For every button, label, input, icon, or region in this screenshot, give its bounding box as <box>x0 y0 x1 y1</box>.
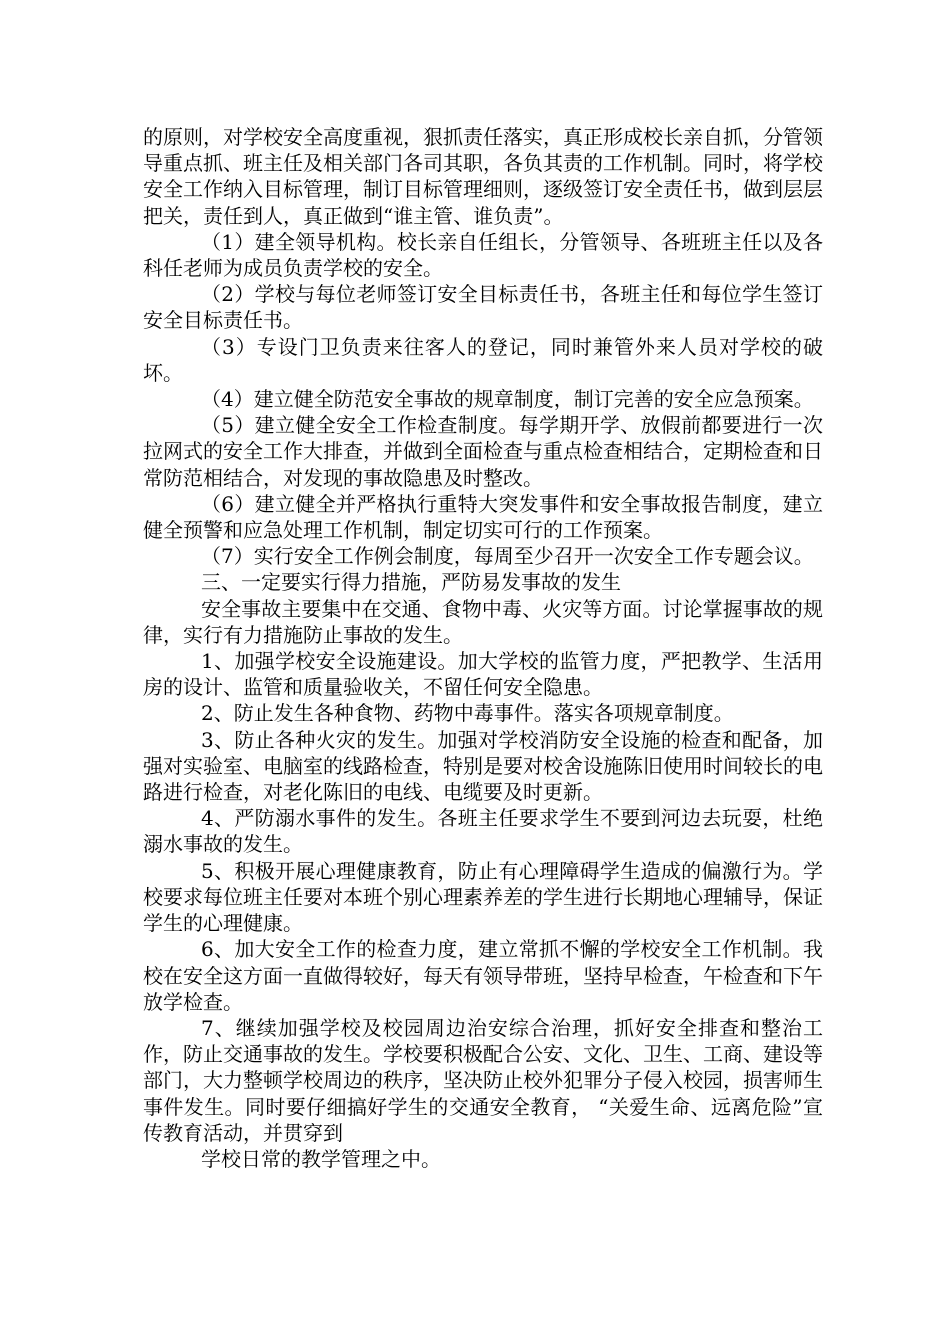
paragraph-section-intro: 安全事故主要集中在交通、食物中毒、火灾等方面。讨论掌握事故的规律，实行有力措施防止事故的发生。 <box>143 596 823 647</box>
paragraph-measure-7: 7、继续加强学校及校园周边治安综合治理，抓好安全排查和整治工作，防止交通事故的发生。学校要积极配合公安、文化、卫生、工商、建设等部门，大力整顿学校周边的秩序，坚决防止校外犯罪分子侵入校园，损害师生事件发生。同时要仔细搞好学生的交通安全教育， “关爱生命、远离危险”宣传教育活动，并贯穿到 <box>143 1015 823 1145</box>
paragraph-measure-4: 4、严防溺水事件的发生。各班主任要求学生不要到河边去玩耍，杜绝溺水事故的发生。 <box>143 806 823 857</box>
paragraph-measure-1: 1、加强学校安全设施建设。加大学校的监管力度，严把教学、生活用房的设计、监管和质量验收关，不留任何安全隐患。 <box>143 649 823 700</box>
paragraph-item-5: （5）建立健全安全工作检查制度。每学期开学、放假前都要进行一次拉网式的安全工作大排查，并做到全面检查与重点检查相结合，定期检查和日常防范相结合，对发现的事故隐患及时整改。 <box>143 413 823 490</box>
document-page <box>143 124 823 1172</box>
paragraph-item-3: （3）专设门卫负责来往客人的登记，同时兼管外来人员对学校的破坏。 <box>143 334 823 385</box>
paragraph-item-4: （4）建立健全防范安全事故的规章制度，制订完善的安全应急预案。 <box>201 387 814 412</box>
paragraph-item-6: （6）建立健全并严格执行重特大突发事件和安全事故报告制度，建立健全预警和应急处理工作机制，制定切实可行的工作预案。 <box>143 491 823 543</box>
section-heading-3: 三、一定要实行得力措施，严防易发事故的发生 <box>201 570 621 595</box>
paragraph-measure-5: 5、积极开展心理健康教育，防止有心理障碍学生造成的偏激行为。学校要求每位班主任要对本班个别心理素养差的学生进行长期地心理辅导，保证学生的心理健康。 <box>143 858 823 936</box>
paragraph-item-1: （1）建全领导机构。校长亲自任组长，分管领导、各班班主任以及各科任老师为成员负责学校的安全。 <box>143 229 823 281</box>
paragraph-measure-3: 3、防止各种火灾的发生。加强对学校消防安全设施的检查和配备，加强对实验室、电脑室的线路检查，特别是要对校舍设施陈旧使用时间较长的电路进行检查，对老化陈旧的电线、电缆要及时更新。 <box>143 727 823 805</box>
paragraph-item-7: （7）实行安全工作例会制度，每周至少召开一次安全工作专题会议。 <box>201 544 814 569</box>
paragraph-measure-6: 6、加大安全工作的检查力度，建立常抓不懈的学校安全工作机制。我校在安全这方面一直做得较好，每天有领导带班，坚持早检查，午检查和下午放学检查。 <box>143 937 823 1014</box>
paragraph-closing: 学校日常的教学管理之中。 <box>201 1146 441 1171</box>
paragraph-item-2: （2）学校与每位老师签订安全目标责任书，各班主任和每位学生签订安全目标责任书。 <box>143 282 823 333</box>
paragraph-intro: 的原则，对学校安全高度重视，狠抓责任落实，真正形成校长亲自抓，分管领导重点抓、班主任及相关部门各司其职，各负其责的工作机制。同时，将学校安全工作纳入目标管理，制订目标管理细则，逐级签订安全责任书，做到层层把关，责任到人，真正做到“谁主管、谁负责”。 <box>143 125 823 228</box>
paragraph-measure-2: 2、防止发生各种食物、药物中毒事件。落实各项规章制度。 <box>201 701 734 726</box>
